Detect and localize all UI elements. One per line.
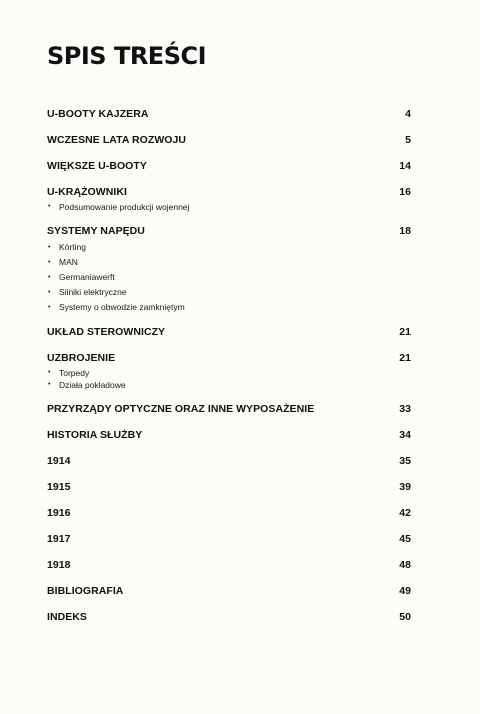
toc-sub-item: • Torpedy (47, 367, 411, 380)
toc-entry-label: 1916 (47, 506, 71, 519)
toc-entry (47, 507, 411, 519)
table-of-contents (47, 108, 411, 637)
toc-entry-label: UKŁAD STEROWNICZY (47, 325, 166, 338)
toc-entry-label: 1914 (47, 454, 71, 467)
toc-entry-label: HISTORIA SŁUŻBY (47, 428, 143, 441)
toc-entry-page: 5 (405, 134, 411, 146)
toc-sub-item: • Systemy o obwodzie zamkniętym (47, 300, 411, 315)
toc-entry-label: U-BOOTY KAJZERA (47, 108, 149, 120)
toc-entry-label: INDEKS (47, 610, 87, 623)
toc-entry-page: 34 (399, 428, 411, 441)
toc-sub-list (47, 240, 411, 315)
toc-entry (47, 134, 411, 146)
toc-sub-item: • Germaniawerft (47, 270, 411, 285)
toc-entry-label: UZBROJENIE (47, 351, 116, 364)
toc-sub-list (47, 367, 411, 392)
toc-sub-item: • Körting (47, 240, 411, 255)
toc-entry-page: 45 (399, 532, 411, 545)
toc-sub-item: • Podsumowanie produkcji wojennej (47, 201, 411, 214)
toc-entry-page: 16 (399, 186, 411, 198)
toc-entry (47, 108, 411, 120)
page-title: SPIS TREŚCI (47, 42, 207, 70)
toc-entry (47, 186, 411, 214)
toc-entry-page: 21 (399, 325, 411, 338)
toc-entry-page: 18 (399, 224, 411, 237)
toc-entry-label: SYSTEMY NAPĘDU (47, 224, 145, 237)
toc-entry (47, 352, 411, 392)
toc-entry-label: 1915 (47, 480, 71, 493)
toc-sub-item: • MAN (47, 255, 411, 270)
toc-entry-page: 33 (399, 402, 411, 415)
toc-entry (47, 403, 411, 415)
toc-entry (47, 559, 411, 571)
toc-entry-page: 49 (399, 584, 411, 597)
toc-entry-label: BIBLIOGRAFIA (47, 584, 124, 597)
toc-entry-label: WIĘKSZE U-BOOTY (47, 160, 147, 172)
toc-entry-page: 4 (405, 108, 411, 120)
toc-entry (47, 429, 411, 441)
toc-entry (47, 326, 411, 338)
toc-sub-list (47, 201, 411, 214)
toc-entry-page: 48 (399, 558, 411, 571)
toc-entry (47, 585, 411, 597)
toc-entry-page: 50 (399, 610, 411, 623)
toc-entry-label: U-KRĄŻOWNIKI (47, 186, 127, 198)
toc-entry-label: 1918 (47, 558, 71, 571)
toc-entry-page: 39 (399, 480, 411, 493)
toc-entry-label: 1917 (47, 532, 71, 545)
toc-entry (47, 455, 411, 467)
toc-entry-page: 14 (399, 160, 411, 172)
toc-entry (47, 225, 411, 315)
toc-entry (47, 160, 411, 172)
toc-entry (47, 533, 411, 545)
toc-entry-page: 35 (399, 454, 411, 467)
toc-entry-label: WCZESNE LATA ROZWOJU (47, 134, 187, 146)
toc-entry (47, 481, 411, 493)
toc-entry-page: 21 (399, 351, 411, 364)
toc-sub-item: • Działa pokładowe (47, 379, 411, 392)
toc-sub-item: • Silniki elektryczne (47, 285, 411, 300)
toc-entry-page: 42 (399, 506, 411, 519)
toc-entry-label: PRZYRZĄDY OPTYCZNE ORAZ INNE WYPOSAŻENIE (47, 402, 315, 415)
toc-entry (47, 611, 411, 623)
